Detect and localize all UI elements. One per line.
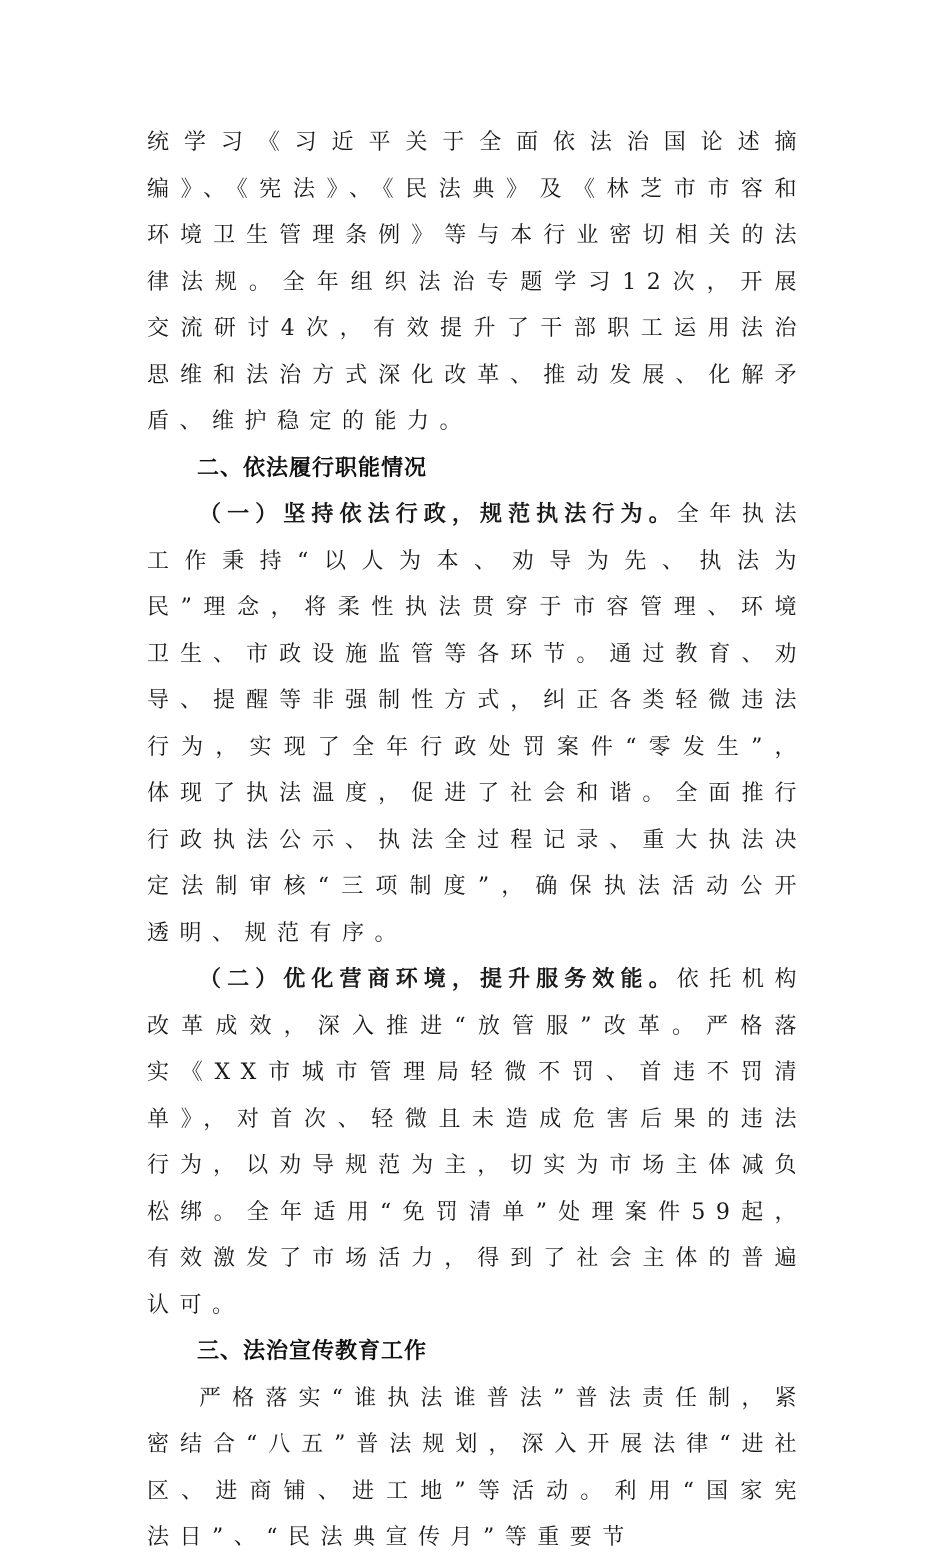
paragraph-publicity-education: 严格落实“谁执法谁普法”普法责任制，紧密结合“八五”普法规划，深入开展法律“进社区、进商铺、进工地”等活动。利用“国家宪法日”、“民法典宣传月”等重要节 bbox=[147, 1385, 807, 1550]
subsection-lead-business-environment: （二）优化营商环境，提升服务效能。 bbox=[199, 967, 677, 992]
document-page bbox=[147, 120, 807, 1562]
section-heading-publicity: 三、法治宣传教育工作 bbox=[197, 1339, 428, 1364]
paragraph-body: 依托机构改革成效，深入推进“放管服”改革。严格落实《XX市城市管理局轻微不罚、首违不罚清单》，对首次、轻微且未造成危害后果的违法行为，以劝导规范为主，切实为市场主体减负松绑。全年适用“免罚清单”处理案件59起，有效激发了市场活力，得到了社会主体的普遍认可。 bbox=[147, 967, 807, 1318]
paragraph-legal-study: 统学习《习近平关于全面依法治国论述摘编》、《宪法》、《民法典》及《林芝市市容和环境卫生管理条例》等与本行业密切相关的法律法规。全年组织法治专题学习12次，开展交流研讨4次，有效提升了干部职工运用法治思维和法治方式深化改革、推动发展、化解矛盾、维护稳定的能力。 bbox=[147, 130, 807, 434]
paragraph-body: 全年执法工作秉持“以人为本、劝导为先、执法为民”理念，将柔性执法贯穿于市容管理、环境卫生、市政设施监管等各环节。通过教育、劝导、提醒等非强制性方式，纠正各类轻微违法行为，实现了全年行政处罚案件“零发生”，体现了执法温度，促进了社会和谐。全面推行行政执法公示、执法全过程记录、重大执法决定法制审核“三项制度”，确保执法活动公开透明、规范有序。 bbox=[147, 502, 807, 946]
paragraph-business-environment bbox=[147, 957, 807, 1329]
subsection-lead-lawful-administration: （一）坚持依法行政，规范执法行为。 bbox=[199, 502, 677, 527]
paragraph-lawful-administration bbox=[147, 492, 807, 957]
section-heading-duties: 二、依法履行职能情况 bbox=[197, 455, 428, 481]
